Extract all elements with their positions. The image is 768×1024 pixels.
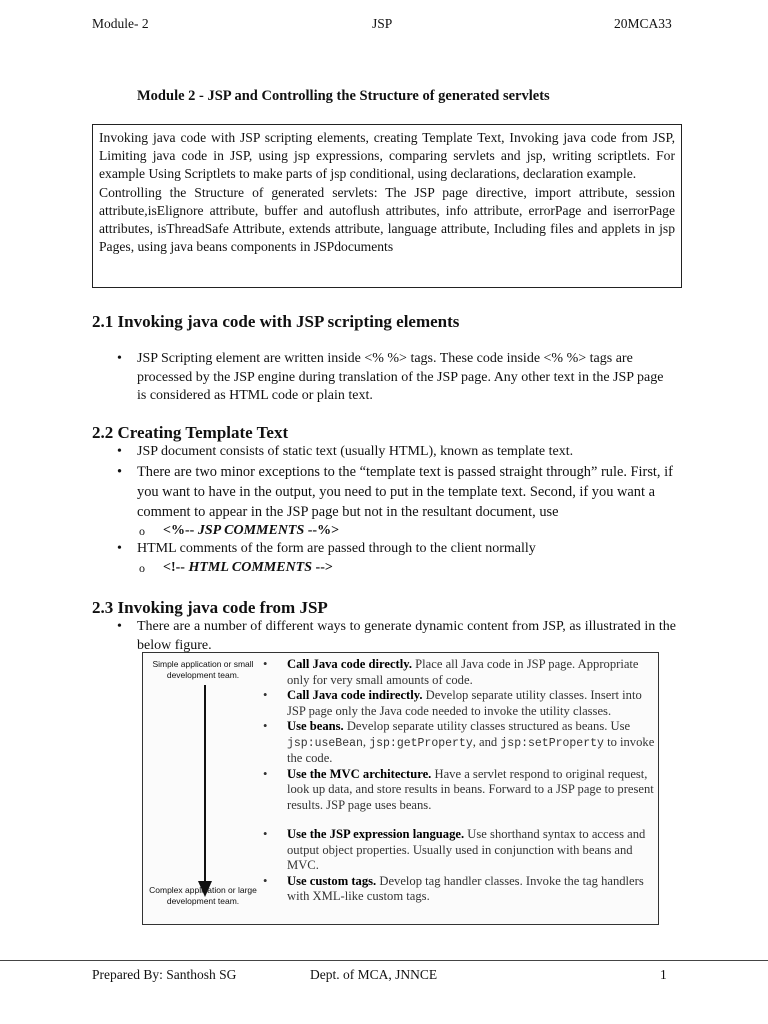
arrow-line <box>204 685 206 885</box>
figure-item: • Call Java code indirectly. Develop separate utility classes. Insert into JSP page only the Java code needed to invoke the utility classes. <box>263 688 642 718</box>
list-item: • JSP Scripting element are written inside <% %> tags. These code inside <% %> tags are processed by the JSP engine during translation of the JSP page. Any other text in the JSP page is considered as HTML code or plain text. <box>117 351 664 403</box>
figure-list <box>261 657 656 905</box>
figure-approaches <box>142 652 659 925</box>
bullet-list <box>92 443 676 577</box>
figure-item: • Call Java code directly. Place all Java code in JSP page. Appropriate only for very small amounts of code. <box>263 657 639 687</box>
syllabus-para: Controlling the Structure of generated servlets: The JSP page directive, import attribute, session attribute,isElignore attribute, buffer and autoflush attributes, info attribute, errorPage and iserrorPage attributes, isThreadSafe Attribute, extends attribute, language attribute, Including files and applets in jsp Pages, using java beans components in JSPdocuments <box>99 184 675 255</box>
header-subject: JSP <box>372 16 393 31</box>
figure-item: • Use custom tags. Develop tag handler classes. Invoke the tag handlers with XML-like custom tags. <box>263 873 644 903</box>
figure-top-label: Simple application or small development team. <box>152 659 254 680</box>
footer-author: Prepared By: Santhosh SG <box>92 967 237 982</box>
bullet-list <box>92 350 676 406</box>
header-module: Module- 2 <box>92 16 149 31</box>
figure-item: • Use the MVC architecture. Have a servlet respond to original request, look up data, and store results in beans. Forward to a JSP page to present results. JSP page uses beans. <box>263 766 654 812</box>
footer-divider <box>0 960 768 961</box>
figure-item: • Use beans. Develop separate utility classes structured as beans. Use jsp:useBean, jsp:getProperty, and jsp:setProperty to invoke the code. <box>263 719 655 765</box>
figure-bottom-label: Complex application or large development team. <box>149 885 257 906</box>
list-item: • There are a number of different ways to generate dynamic content from JSP, as illustrated in the below figure. <box>117 619 676 653</box>
section-heading: 2.3 Invoking java code from JSP <box>92 598 328 617</box>
bullet-list <box>92 618 676 655</box>
syllabus-box <box>92 124 682 288</box>
section-heading: 2.1 Invoking java code with JSP scripting elements <box>92 312 460 331</box>
list-item: • JSP document consists of static text (usually HTML), known as template text. <box>117 444 574 459</box>
section-heading: 2.2 Creating Template Text <box>92 423 289 442</box>
list-item: • There are two minor exceptions to the “template text is passed straight through” rule. First, if you want to have in the output, you need to put in the template text. Second, if you want a comment to appear in the JSP page but not in the resultant document, use <box>117 463 673 520</box>
list-item: o <!-- HTML COMMENTS --> <box>139 559 333 575</box>
list-item: • HTML comments of the form are passed through to the client normally <box>117 541 536 556</box>
figure-item: • Use the JSP expression language. Use shorthand syntax to access and output object properties. Usually used in conjunction with beans and MVC. <box>263 827 646 872</box>
header-code: 20MCA33 <box>614 16 672 31</box>
list-item: o <%-- JSP COMMENTS --%> <box>139 522 340 538</box>
page-number: 1 <box>660 967 667 982</box>
syllabus-para: Invoking java code with JSP scripting elements, creating Template Text, Invoking java code from JSP, Limiting java code in JSP, using jsp expressions, comparing servlets and jsp, writing scriptlets. For example Using Scriptlets to make parts of jsp conditional, using declarations, declaration example. <box>99 130 675 182</box>
page-title: Module 2 - JSP and Controlling the Structure of generated servlets <box>137 88 550 104</box>
footer-dept: Dept. of MCA, JNNCE <box>310 967 438 982</box>
